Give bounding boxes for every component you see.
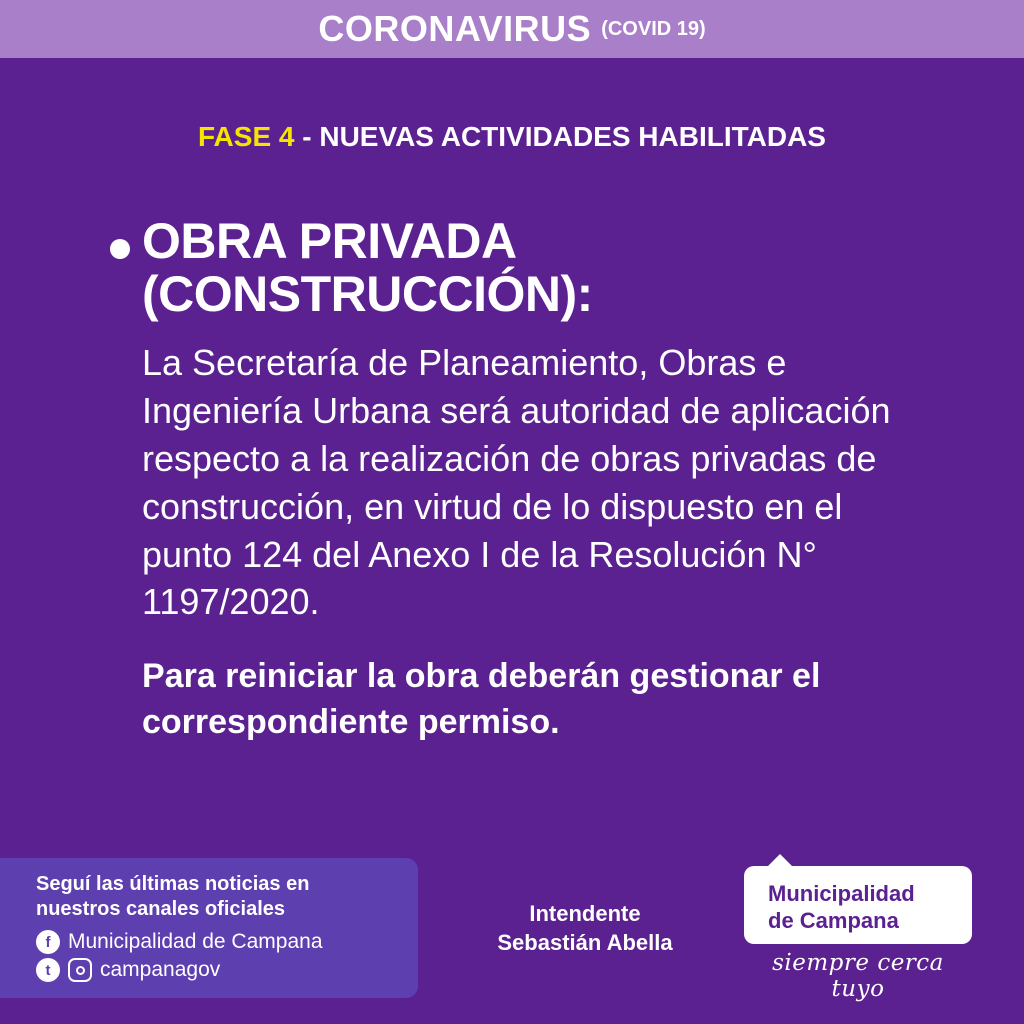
mayor-block <box>430 900 740 957</box>
mayor-role: Intendente <box>529 901 641 926</box>
main-content <box>110 215 920 746</box>
bullet-dot-icon <box>110 239 130 259</box>
logo-line-1: Municipalidad <box>768 881 915 906</box>
phase-rest: - NUEVAS ACTIVIDADES HABILITADAS <box>294 121 826 152</box>
twitter-icon: t <box>36 958 60 982</box>
header-subtitle: (COVID 19) <box>601 18 706 40</box>
phase-highlight: FASE 4 <box>198 121 295 152</box>
logo-text <box>768 881 915 935</box>
mayor-name: Sebastián Abella <box>497 929 673 955</box>
header-bar <box>0 0 1024 58</box>
main-bold-note: Para reiniciar la obra deberán gestionar el correspondiente permiso. <box>142 657 821 742</box>
slogan: siempre cerca tuyo <box>772 950 944 1002</box>
municipality-logo <box>744 866 972 944</box>
social-handle-label: campanagov <box>100 958 221 981</box>
page-title: CORONAVIRUS <box>318 8 592 49</box>
logo-line-2: de Campana <box>768 907 899 933</box>
facebook-label: Municipalidad de Campana <box>68 930 323 953</box>
phase-heading <box>0 122 1024 153</box>
social-handle-row[interactable] <box>36 958 418 982</box>
instagram-icon <box>68 958 92 982</box>
main-paragraph: La Secretaría de Planeamiento, Obras e Ingeniería Urbana será autoridad de aplicación respecto a la realización de obras privadas de construcción, en virtud de lo dispuesto en el punto 124 del Anexo I de la Resolución N° 1197/2020. <box>142 342 891 623</box>
facebook-row[interactable] <box>36 930 418 954</box>
headline-row <box>110 215 920 321</box>
social-heading: Seguí las últimas noticias en nuestros canales oficiales <box>36 873 310 920</box>
main-headline: OBRA PRIVADA (CONSTRUCCIÓN): <box>142 213 593 322</box>
facebook-icon: f <box>36 930 60 954</box>
social-box <box>0 858 418 998</box>
